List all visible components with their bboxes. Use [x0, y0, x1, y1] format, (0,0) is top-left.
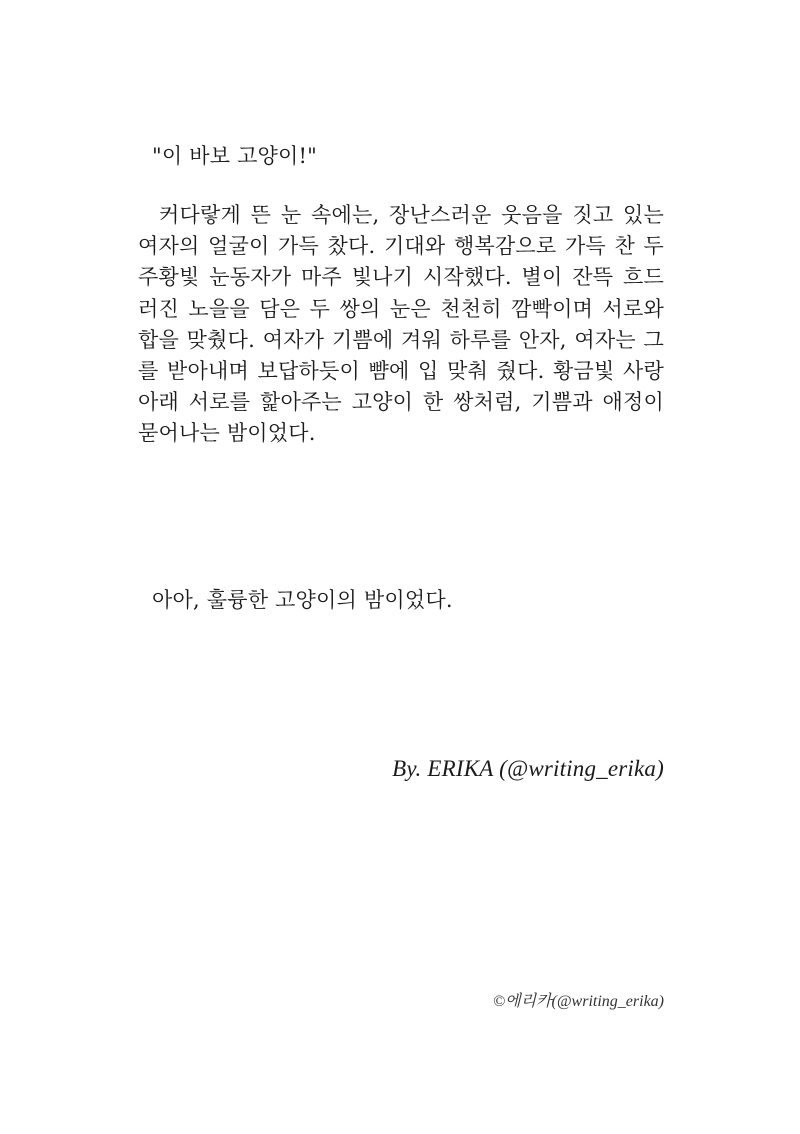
- dialogue-line: "이 바보 고양이!": [152, 144, 318, 168]
- copyright-notice: ©에리카(@writing_erika): [492, 993, 664, 1010]
- closing-line: 아아, 훌륭한 고양이의 밤이었다.: [152, 588, 453, 612]
- story-paragraph: 커다랗게 뜬 눈 속에는, 장난스러운 웃음을 짓고 있는 여자의 얼굴이 가득 찼다. 기대와 행복감으로 가득 찬 두 주황빛 눈동자가 마주 빛나기 시작했다. 별이 잔뜩 흐드러진 노을을 담은 두 쌍의 눈은 천천히 깜빡이며 서로와 합을 맞췄다. 여자가 기쁨에 겨워 하루를 안자, 여자는 그를 받아내며 보답하듯이 뺨에 입 맞춰 줬다. 황금빛 사랑 아래 서로를 핥아주는 고양이 한 쌍처럼, 기쁨과 애정이 묻어나는 밤이었다.: [138, 203, 664, 446]
- author-byline: By. ERIKA (@writing_erika): [392, 756, 664, 781]
